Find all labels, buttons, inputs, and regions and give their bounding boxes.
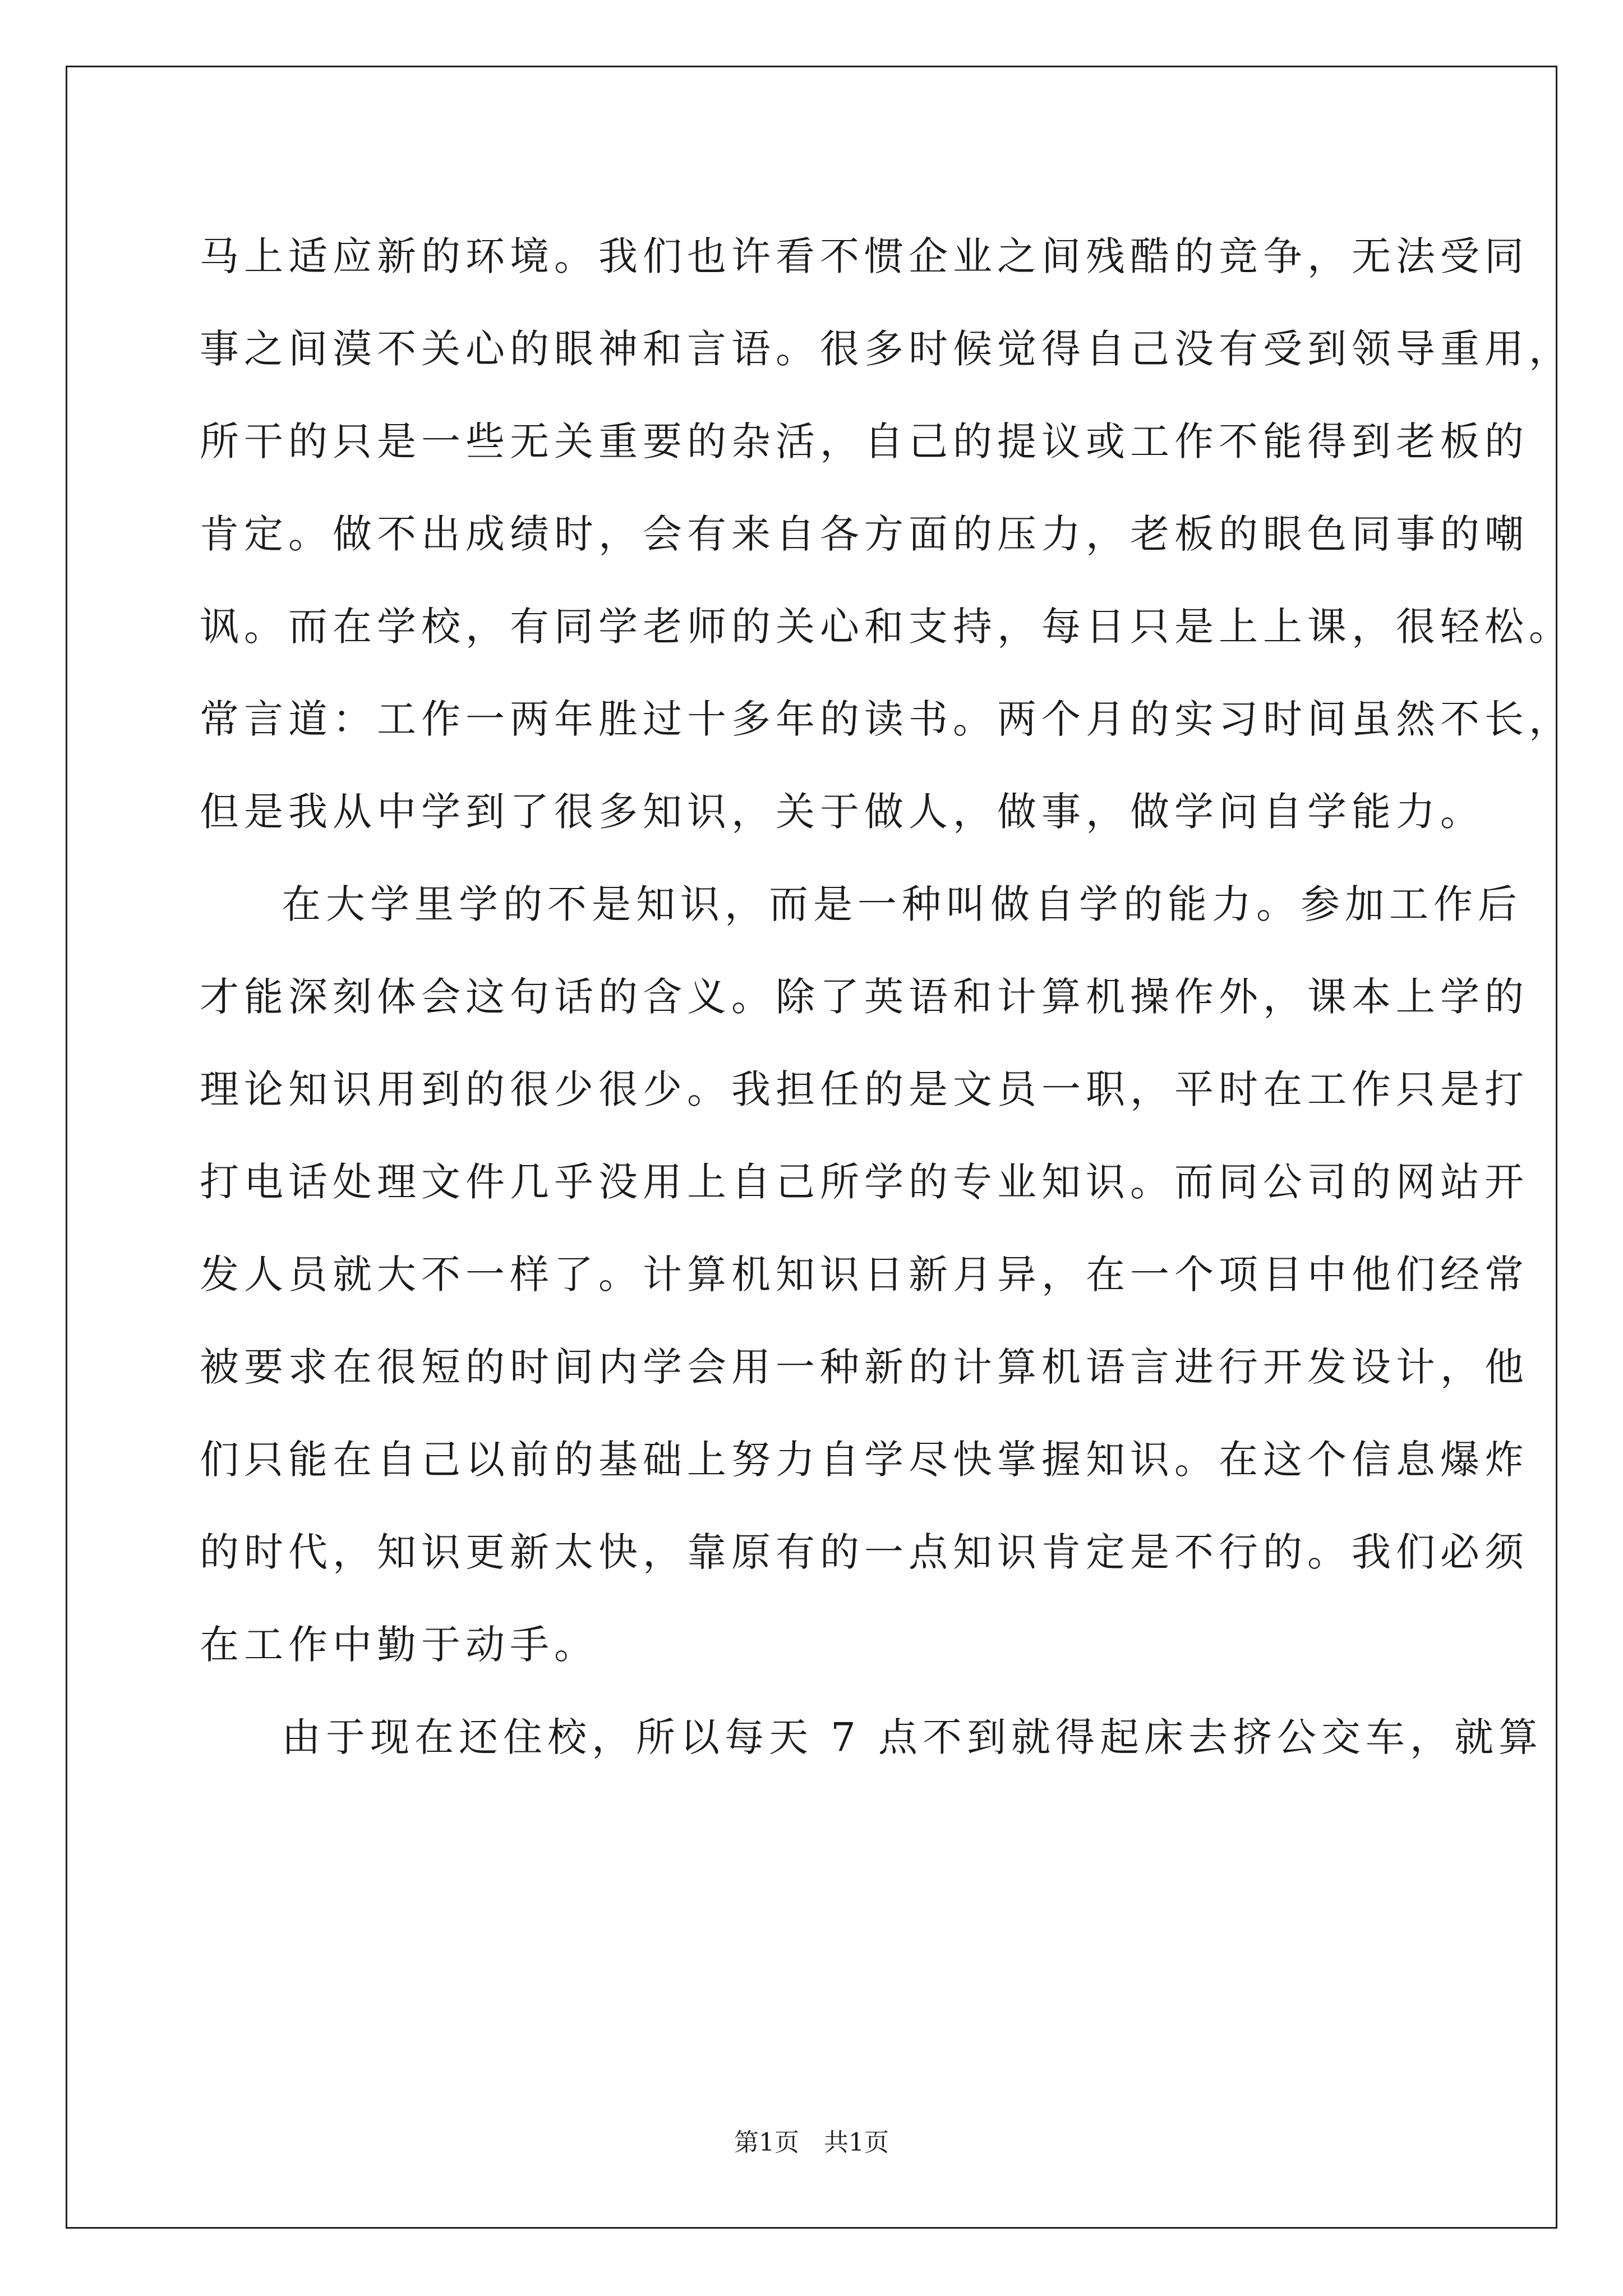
text-line: 在工作中勤于动手。: [200, 1622, 598, 1668]
page-total: 共1页: [824, 2128, 889, 2157]
text-line: 们只能在自己以前的基础上努力自学尽快掌握知识。在这个信息爆炸: [200, 1437, 1529, 1483]
text-line: 才能深刻体会这句话的含义。除了英语和计算机操作外，课本上学的: [200, 974, 1529, 1020]
text-line: 常言道：工作一两年胜过十多年的读书。两个月的实习时间虽然不长，: [200, 696, 1573, 742]
text-line: 发人员就大不一样了。计算机知识日新月异，在一个项目中他们经常: [200, 1251, 1529, 1297]
text-line: 打电话处理文件几乎没用上自己所学的专业知识。而同公司的网站开: [200, 1159, 1529, 1205]
text-line: 理论知识用到的很少很少。我担任的是文员一职，平时在工作只是打: [200, 1066, 1529, 1112]
text-line: 所干的只是一些无关重要的杂活，自己的提议或工作不能得到老板的: [200, 418, 1529, 464]
page-number: 第1页: [734, 2128, 799, 2157]
text-line: 被要求在很短的时间内学会用一种新的计算机语言进行开发设计，他: [200, 1344, 1529, 1390]
text-line: 肯定。做不出成绩时，会有来自各方面的压力，老板的眼色同事的嘲: [200, 511, 1529, 557]
paragraph-first-line: 在大学里学的不是知识，而是一种叫做自学的能力。参加工作后: [282, 881, 1522, 927]
text-line: 的时代，知识更新太快，靠原有的一点知识肯定是不行的。我们必须: [200, 1529, 1529, 1575]
text-line: 但是我从中学到了很多知识，关于做人，做事，做学问自学能力。: [200, 789, 1484, 835]
document-body: [200, 210, 1573, 1784]
text-line: 事之间漠不关心的眼神和言语。很多时候觉得自己没有受到领导重用，: [200, 326, 1573, 372]
text-line: 马上适应新的环境。我们也许看不惯企业之间残酷的竞争，无法受同: [200, 233, 1529, 279]
paragraph-first-line: 由于现在还住校，所以每天 7 点不到就得起床去挤公交车，就算: [282, 1714, 1543, 1760]
text-line: 讽。而在学校，有同学老师的关心和支持，每日只是上上课，很轻松。: [200, 604, 1573, 650]
page-footer: [0, 2126, 1623, 2160]
